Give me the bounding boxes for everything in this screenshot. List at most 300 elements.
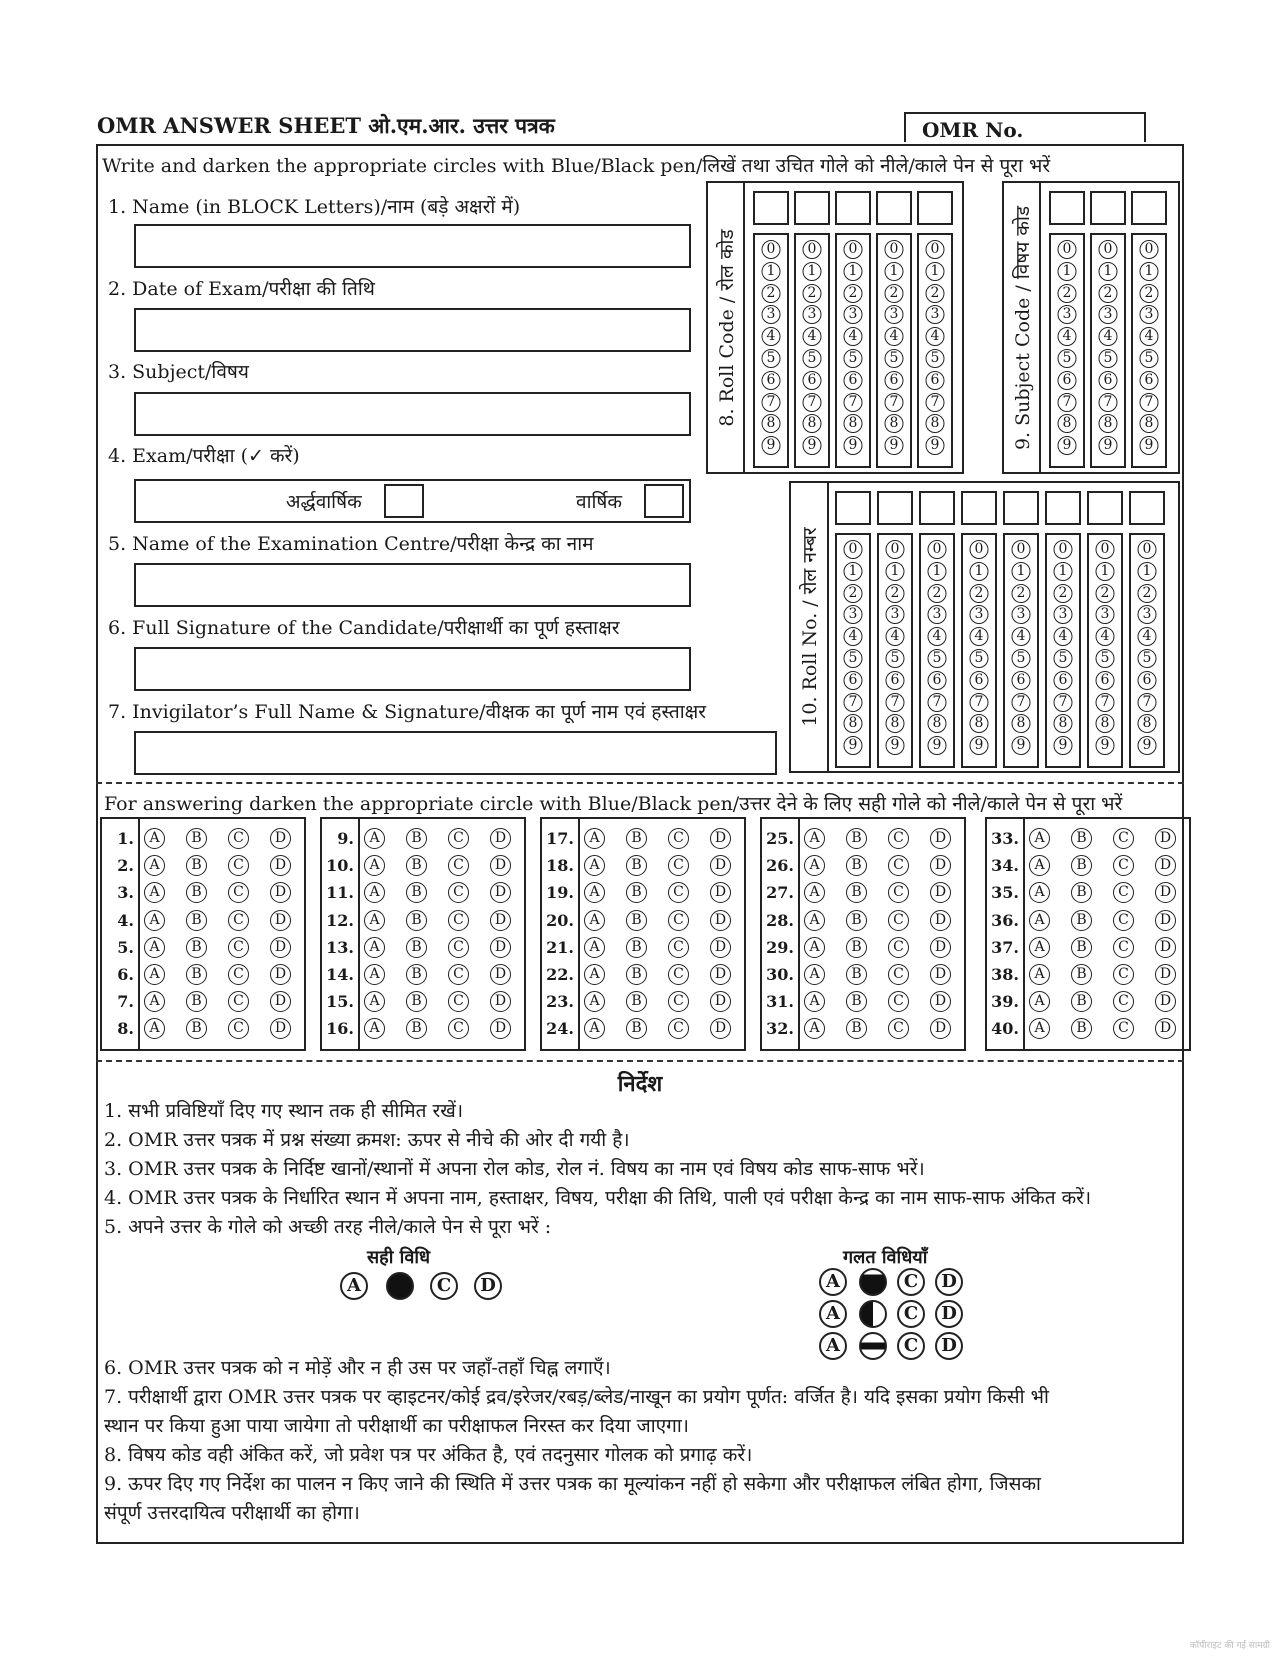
answer-bubble-q3-c[interactable]: C (228, 882, 249, 903)
digit-bubble-8[interactable]: 8 (928, 714, 947, 733)
digit-bubble-8[interactable]: 8 (803, 414, 822, 433)
answer-bubble-q29-b[interactable]: B (846, 937, 867, 958)
answer-bubble-q36-a[interactable]: A (1029, 910, 1050, 931)
digit-bubble-8[interactable]: 8 (1058, 414, 1077, 433)
digit-bubble-1[interactable]: 1 (886, 562, 905, 581)
answer-bubble-q30-a[interactable]: A (804, 964, 825, 985)
answer-bubble-q40-d[interactable]: D (1155, 1018, 1176, 1039)
code-digit-input[interactable] (919, 491, 955, 525)
answer-bubble-q36-d[interactable]: D (1155, 910, 1176, 931)
digit-bubble-0[interactable]: 0 (1099, 240, 1118, 259)
answer-bubble-q11-b[interactable]: B (406, 882, 427, 903)
digit-bubble-2[interactable]: 2 (803, 284, 822, 303)
answer-bubble-q27-c[interactable]: C (888, 882, 909, 903)
answer-bubble-q29-d[interactable]: D (930, 937, 951, 958)
answer-bubble-q3-d[interactable]: D (270, 882, 291, 903)
digit-bubble-8[interactable]: 8 (926, 414, 945, 433)
digit-bubble-6[interactable]: 6 (1054, 671, 1073, 690)
digit-bubble-9[interactable]: 9 (762, 436, 781, 455)
digit-bubble-1[interactable]: 1 (1138, 562, 1157, 581)
digit-bubble-7[interactable]: 7 (1012, 693, 1031, 712)
digit-bubble-7[interactable]: 7 (885, 393, 904, 412)
digit-bubble-2[interactable]: 2 (1096, 584, 1115, 603)
digit-bubble-5[interactable]: 5 (803, 349, 822, 368)
digit-bubble-5[interactable]: 5 (886, 649, 905, 668)
digit-bubble-6[interactable]: 6 (1099, 371, 1118, 390)
digit-bubble-9[interactable]: 9 (886, 736, 905, 755)
digit-bubble-3[interactable]: 3 (762, 305, 781, 324)
digit-bubble-8[interactable]: 8 (762, 414, 781, 433)
digit-bubble-3[interactable]: 3 (803, 305, 822, 324)
digit-bubble-2[interactable]: 2 (844, 584, 863, 603)
answer-bubble-q14-a[interactable]: A (364, 964, 385, 985)
answer-bubble-q33-a[interactable]: A (1029, 828, 1050, 849)
digit-bubble-0[interactable]: 0 (928, 540, 947, 559)
digit-bubble-6[interactable]: 6 (1138, 671, 1157, 690)
answer-bubble-q7-b[interactable]: B (186, 991, 207, 1012)
digit-bubble-9[interactable]: 9 (970, 736, 989, 755)
digit-bubble-4[interactable]: 4 (886, 627, 905, 646)
date-input[interactable] (134, 308, 691, 352)
answer-bubble-q5-a[interactable]: A (144, 937, 165, 958)
digit-bubble-0[interactable]: 0 (1140, 240, 1159, 259)
answer-bubble-q15-a[interactable]: A (364, 991, 385, 1012)
digit-bubble-2[interactable]: 2 (1138, 584, 1157, 603)
answer-bubble-q28-d[interactable]: D (930, 910, 951, 931)
answer-bubble-q22-b[interactable]: B (626, 964, 647, 985)
answer-bubble-q6-c[interactable]: C (228, 964, 249, 985)
answer-bubble-q13-a[interactable]: A (364, 937, 385, 958)
code-digit-input[interactable] (1087, 491, 1123, 525)
digit-bubble-6[interactable]: 6 (1140, 371, 1159, 390)
digit-bubble-1[interactable]: 1 (1099, 262, 1118, 281)
answer-bubble-q17-b[interactable]: B (626, 828, 647, 849)
answer-bubble-q19-a[interactable]: A (584, 882, 605, 903)
digit-bubble-7[interactable]: 7 (762, 393, 781, 412)
digit-bubble-2[interactable]: 2 (1012, 584, 1031, 603)
answer-bubble-q35-a[interactable]: A (1029, 882, 1050, 903)
digit-bubble-4[interactable]: 4 (970, 627, 989, 646)
digit-bubble-1[interactable]: 1 (926, 262, 945, 281)
answer-bubble-q9-b[interactable]: B (406, 828, 427, 849)
digit-bubble-6[interactable]: 6 (926, 371, 945, 390)
digit-bubble-4[interactable]: 4 (885, 327, 904, 346)
answer-bubble-q25-a[interactable]: A (804, 828, 825, 849)
answer-bubble-q13-d[interactable]: D (490, 937, 511, 958)
signature-input[interactable] (134, 647, 691, 691)
answer-bubble-q2-c[interactable]: C (228, 855, 249, 876)
answer-bubble-q30-d[interactable]: D (930, 964, 951, 985)
answer-bubble-q5-d[interactable]: D (270, 937, 291, 958)
name-input[interactable] (134, 224, 691, 268)
code-digit-input[interactable] (1090, 191, 1126, 225)
digit-bubble-0[interactable]: 0 (970, 540, 989, 559)
digit-bubble-3[interactable]: 3 (1058, 305, 1077, 324)
digit-bubble-5[interactable]: 5 (926, 349, 945, 368)
answer-bubble-q30-b[interactable]: B (846, 964, 867, 985)
answer-bubble-q32-b[interactable]: B (846, 1018, 867, 1039)
answer-bubble-q25-c[interactable]: C (888, 828, 909, 849)
answer-bubble-q31-d[interactable]: D (930, 991, 951, 1012)
digit-bubble-3[interactable]: 3 (1096, 605, 1115, 624)
answer-bubble-q40-a[interactable]: A (1029, 1018, 1050, 1039)
answer-bubble-q36-c[interactable]: C (1113, 910, 1134, 931)
digit-bubble-4[interactable]: 4 (928, 627, 947, 646)
digit-bubble-7[interactable]: 7 (1138, 693, 1157, 712)
answer-bubble-q35-d[interactable]: D (1155, 882, 1176, 903)
answer-bubble-q2-a[interactable]: A (144, 855, 165, 876)
answer-bubble-q23-c[interactable]: C (668, 991, 689, 1012)
digit-bubble-1[interactable]: 1 (1054, 562, 1073, 581)
answer-bubble-q16-d[interactable]: D (490, 1018, 511, 1039)
answer-bubble-q33-b[interactable]: B (1071, 828, 1092, 849)
answer-bubble-q4-c[interactable]: C (228, 910, 249, 931)
answer-bubble-q19-c[interactable]: C (668, 882, 689, 903)
answer-bubble-q24-b[interactable]: B (626, 1018, 647, 1039)
digit-bubble-4[interactable]: 4 (803, 327, 822, 346)
answer-bubble-q5-c[interactable]: C (228, 937, 249, 958)
digit-bubble-8[interactable]: 8 (885, 414, 904, 433)
answer-bubble-q39-d[interactable]: D (1155, 991, 1176, 1012)
digit-bubble-3[interactable]: 3 (970, 605, 989, 624)
answer-bubble-q13-b[interactable]: B (406, 937, 427, 958)
code-digit-input[interactable] (877, 491, 913, 525)
digit-bubble-7[interactable]: 7 (1058, 393, 1077, 412)
digit-bubble-8[interactable]: 8 (844, 414, 863, 433)
digit-bubble-9[interactable]: 9 (1099, 436, 1118, 455)
code-digit-input[interactable] (835, 191, 871, 225)
answer-bubble-q15-d[interactable]: D (490, 991, 511, 1012)
answer-bubble-q32-a[interactable]: A (804, 1018, 825, 1039)
answer-bubble-q14-c[interactable]: C (448, 964, 469, 985)
digit-bubble-4[interactable]: 4 (1058, 327, 1077, 346)
digit-bubble-0[interactable]: 0 (1138, 540, 1157, 559)
digit-bubble-4[interactable]: 4 (926, 327, 945, 346)
answer-bubble-q14-d[interactable]: D (490, 964, 511, 985)
answer-bubble-q24-a[interactable]: A (584, 1018, 605, 1039)
digit-bubble-4[interactable]: 4 (1054, 627, 1073, 646)
digit-bubble-2[interactable]: 2 (970, 584, 989, 603)
digit-bubble-5[interactable]: 5 (1099, 349, 1118, 368)
answer-bubble-q29-c[interactable]: C (888, 937, 909, 958)
digit-bubble-5[interactable]: 5 (928, 649, 947, 668)
answer-bubble-q3-b[interactable]: B (186, 882, 207, 903)
code-digit-input[interactable] (961, 491, 997, 525)
digit-bubble-0[interactable]: 0 (1096, 540, 1115, 559)
digit-bubble-1[interactable]: 1 (1096, 562, 1115, 581)
answer-bubble-q34-c[interactable]: C (1113, 855, 1134, 876)
answer-bubble-q12-c[interactable]: C (448, 910, 469, 931)
digit-bubble-3[interactable]: 3 (844, 605, 863, 624)
code-digit-input[interactable] (876, 191, 912, 225)
answer-bubble-q10-a[interactable]: A (364, 855, 385, 876)
answer-bubble-q21-d[interactable]: D (710, 937, 731, 958)
answer-bubble-q33-c[interactable]: C (1113, 828, 1134, 849)
answer-bubble-q4-d[interactable]: D (270, 910, 291, 931)
answer-bubble-q17-d[interactable]: D (710, 828, 731, 849)
digit-bubble-0[interactable]: 0 (1054, 540, 1073, 559)
digit-bubble-2[interactable]: 2 (1140, 284, 1159, 303)
digit-bubble-6[interactable]: 6 (885, 371, 904, 390)
answer-bubble-q16-c[interactable]: C (448, 1018, 469, 1039)
digit-bubble-4[interactable]: 4 (844, 327, 863, 346)
answer-bubble-q33-d[interactable]: D (1155, 828, 1176, 849)
digit-bubble-9[interactable]: 9 (803, 436, 822, 455)
digit-bubble-3[interactable]: 3 (928, 605, 947, 624)
answer-bubble-q11-d[interactable]: D (490, 882, 511, 903)
answer-bubble-q2-d[interactable]: D (270, 855, 291, 876)
digit-bubble-8[interactable]: 8 (1012, 714, 1031, 733)
digit-bubble-0[interactable]: 0 (844, 540, 863, 559)
digit-bubble-8[interactable]: 8 (1138, 714, 1157, 733)
digit-bubble-7[interactable]: 7 (803, 393, 822, 412)
digit-bubble-9[interactable]: 9 (1140, 436, 1159, 455)
centre-input[interactable] (134, 563, 691, 607)
invigilator-input[interactable] (134, 731, 777, 775)
answer-bubble-q16-b[interactable]: B (406, 1018, 427, 1039)
answer-bubble-q15-c[interactable]: C (448, 991, 469, 1012)
digit-bubble-1[interactable]: 1 (970, 562, 989, 581)
digit-bubble-1[interactable]: 1 (928, 562, 947, 581)
answer-bubble-q18-a[interactable]: A (584, 855, 605, 876)
answer-bubble-q17-c[interactable]: C (668, 828, 689, 849)
digit-bubble-2[interactable]: 2 (1054, 584, 1073, 603)
answer-bubble-q37-d[interactable]: D (1155, 937, 1176, 958)
answer-bubble-q4-b[interactable]: B (186, 910, 207, 931)
digit-bubble-8[interactable]: 8 (1096, 714, 1115, 733)
answer-bubble-q21-a[interactable]: A (584, 937, 605, 958)
digit-bubble-3[interactable]: 3 (844, 305, 863, 324)
answer-bubble-q27-d[interactable]: D (930, 882, 951, 903)
digit-bubble-3[interactable]: 3 (886, 605, 905, 624)
answer-bubble-q40-b[interactable]: B (1071, 1018, 1092, 1039)
digit-bubble-1[interactable]: 1 (1012, 562, 1031, 581)
answer-bubble-q23-a[interactable]: A (584, 991, 605, 1012)
exam-option-annual-checkbox[interactable] (644, 484, 684, 518)
digit-bubble-7[interactable]: 7 (886, 693, 905, 712)
digit-bubble-6[interactable]: 6 (886, 671, 905, 690)
code-digit-input[interactable] (753, 191, 789, 225)
digit-bubble-6[interactable]: 6 (1096, 671, 1115, 690)
answer-bubble-q35-b[interactable]: B (1071, 882, 1092, 903)
answer-bubble-q34-b[interactable]: B (1071, 855, 1092, 876)
digit-bubble-4[interactable]: 4 (1140, 327, 1159, 346)
answer-bubble-q19-b[interactable]: B (626, 882, 647, 903)
answer-bubble-q1-d[interactable]: D (270, 828, 291, 849)
digit-bubble-5[interactable]: 5 (1058, 349, 1077, 368)
digit-bubble-1[interactable]: 1 (844, 262, 863, 281)
answer-bubble-q11-c[interactable]: C (448, 882, 469, 903)
answer-bubble-q30-c[interactable]: C (888, 964, 909, 985)
answer-bubble-q8-d[interactable]: D (270, 1018, 291, 1039)
digit-bubble-3[interactable]: 3 (1099, 305, 1118, 324)
digit-bubble-2[interactable]: 2 (928, 584, 947, 603)
digit-bubble-3[interactable]: 3 (1054, 605, 1073, 624)
digit-bubble-0[interactable]: 0 (926, 240, 945, 259)
answer-bubble-q12-a[interactable]: A (364, 910, 385, 931)
answer-bubble-q9-c[interactable]: C (448, 828, 469, 849)
answer-bubble-q37-a[interactable]: A (1029, 937, 1050, 958)
digit-bubble-5[interactable]: 5 (1054, 649, 1073, 668)
digit-bubble-9[interactable]: 9 (1096, 736, 1115, 755)
digit-bubble-4[interactable]: 4 (1096, 627, 1115, 646)
digit-bubble-6[interactable]: 6 (844, 671, 863, 690)
answer-bubble-q40-c[interactable]: C (1113, 1018, 1134, 1039)
answer-bubble-q35-c[interactable]: C (1113, 882, 1134, 903)
answer-bubble-q28-b[interactable]: B (846, 910, 867, 931)
answer-bubble-q31-c[interactable]: C (888, 991, 909, 1012)
answer-bubble-q18-c[interactable]: C (668, 855, 689, 876)
digit-bubble-4[interactable]: 4 (1012, 627, 1031, 646)
answer-bubble-q28-c[interactable]: C (888, 910, 909, 931)
answer-bubble-q23-d[interactable]: D (710, 991, 731, 1012)
digit-bubble-7[interactable]: 7 (1099, 393, 1118, 412)
answer-bubble-q6-d[interactable]: D (270, 964, 291, 985)
digit-bubble-2[interactable]: 2 (1099, 284, 1118, 303)
digit-bubble-8[interactable]: 8 (1054, 714, 1073, 733)
digit-bubble-0[interactable]: 0 (803, 240, 822, 259)
answer-bubble-q11-a[interactable]: A (364, 882, 385, 903)
digit-bubble-1[interactable]: 1 (1058, 262, 1077, 281)
answer-bubble-q38-d[interactable]: D (1155, 964, 1176, 985)
answer-bubble-q37-c[interactable]: C (1113, 937, 1134, 958)
code-digit-input[interactable] (1045, 491, 1081, 525)
digit-bubble-8[interactable]: 8 (886, 714, 905, 733)
digit-bubble-6[interactable]: 6 (970, 671, 989, 690)
answer-bubble-q2-b[interactable]: B (186, 855, 207, 876)
digit-bubble-6[interactable]: 6 (803, 371, 822, 390)
answer-bubble-q26-b[interactable]: B (846, 855, 867, 876)
answer-bubble-q6-a[interactable]: A (144, 964, 165, 985)
answer-bubble-q22-c[interactable]: C (668, 964, 689, 985)
digit-bubble-1[interactable]: 1 (885, 262, 904, 281)
digit-bubble-2[interactable]: 2 (886, 584, 905, 603)
digit-bubble-0[interactable]: 0 (885, 240, 904, 259)
answer-bubble-q6-b[interactable]: B (186, 964, 207, 985)
answer-bubble-q38-c[interactable]: C (1113, 964, 1134, 985)
answer-bubble-q23-b[interactable]: B (626, 991, 647, 1012)
answer-bubble-q4-a[interactable]: A (144, 910, 165, 931)
answer-bubble-q7-c[interactable]: C (228, 991, 249, 1012)
digit-bubble-4[interactable]: 4 (1138, 627, 1157, 646)
digit-bubble-1[interactable]: 1 (762, 262, 781, 281)
answer-bubble-q13-c[interactable]: C (448, 937, 469, 958)
answer-bubble-q25-d[interactable]: D (930, 828, 951, 849)
answer-bubble-q14-b[interactable]: B (406, 964, 427, 985)
answer-bubble-q24-d[interactable]: D (710, 1018, 731, 1039)
answer-bubble-q21-b[interactable]: B (626, 937, 647, 958)
subject-input[interactable] (134, 392, 691, 436)
digit-bubble-9[interactable]: 9 (844, 736, 863, 755)
code-digit-input[interactable] (917, 191, 953, 225)
digit-bubble-7[interactable]: 7 (1096, 693, 1115, 712)
digit-bubble-7[interactable]: 7 (928, 693, 947, 712)
answer-bubble-q38-b[interactable]: B (1071, 964, 1092, 985)
digit-bubble-7[interactable]: 7 (1054, 693, 1073, 712)
digit-bubble-9[interactable]: 9 (885, 436, 904, 455)
digit-bubble-1[interactable]: 1 (844, 562, 863, 581)
digit-bubble-8[interactable]: 8 (970, 714, 989, 733)
answer-bubble-q17-a[interactable]: A (584, 828, 605, 849)
answer-bubble-q20-b[interactable]: B (626, 910, 647, 931)
digit-bubble-9[interactable]: 9 (928, 736, 947, 755)
code-digit-input[interactable] (794, 191, 830, 225)
digit-bubble-3[interactable]: 3 (1012, 605, 1031, 624)
digit-bubble-5[interactable]: 5 (1138, 649, 1157, 668)
answer-bubble-q16-a[interactable]: A (364, 1018, 385, 1039)
omr-number-field[interactable] (904, 112, 1146, 142)
digit-bubble-7[interactable]: 7 (844, 693, 863, 712)
answer-bubble-q1-b[interactable]: B (186, 828, 207, 849)
answer-bubble-q25-b[interactable]: B (846, 828, 867, 849)
answer-bubble-q10-b[interactable]: B (406, 855, 427, 876)
answer-bubble-q27-a[interactable]: A (804, 882, 825, 903)
digit-bubble-6[interactable]: 6 (844, 371, 863, 390)
digit-bubble-9[interactable]: 9 (1138, 736, 1157, 755)
answer-bubble-q18-d[interactable]: D (710, 855, 731, 876)
answer-bubble-q29-a[interactable]: A (804, 937, 825, 958)
digit-bubble-5[interactable]: 5 (1096, 649, 1115, 668)
digit-bubble-2[interactable]: 2 (885, 284, 904, 303)
answer-bubble-q39-a[interactable]: A (1029, 991, 1050, 1012)
answer-bubble-q34-a[interactable]: A (1029, 855, 1050, 876)
answer-bubble-q9-a[interactable]: A (364, 828, 385, 849)
code-digit-input[interactable] (1049, 191, 1085, 225)
exam-option-half-yearly-checkbox[interactable] (384, 484, 424, 518)
digit-bubble-7[interactable]: 7 (926, 393, 945, 412)
answer-bubble-q22-a[interactable]: A (584, 964, 605, 985)
digit-bubble-0[interactable]: 0 (844, 240, 863, 259)
code-digit-input[interactable] (835, 491, 871, 525)
answer-bubble-q12-d[interactable]: D (490, 910, 511, 931)
digit-bubble-3[interactable]: 3 (926, 305, 945, 324)
answer-bubble-q21-c[interactable]: C (668, 937, 689, 958)
digit-bubble-2[interactable]: 2 (762, 284, 781, 303)
digit-bubble-4[interactable]: 4 (762, 327, 781, 346)
digit-bubble-6[interactable]: 6 (762, 371, 781, 390)
digit-bubble-2[interactable]: 2 (844, 284, 863, 303)
answer-bubble-q28-a[interactable]: A (804, 910, 825, 931)
answer-bubble-q10-c[interactable]: C (448, 855, 469, 876)
digit-bubble-0[interactable]: 0 (886, 540, 905, 559)
answer-bubble-q26-d[interactable]: D (930, 855, 951, 876)
answer-bubble-q9-d[interactable]: D (490, 828, 511, 849)
answer-bubble-q8-b[interactable]: B (186, 1018, 207, 1039)
answer-bubble-q15-b[interactable]: B (406, 991, 427, 1012)
answer-bubble-q36-b[interactable]: B (1071, 910, 1092, 931)
answer-bubble-q7-d[interactable]: D (270, 991, 291, 1012)
digit-bubble-6[interactable]: 6 (1058, 371, 1077, 390)
digit-bubble-5[interactable]: 5 (762, 349, 781, 368)
digit-bubble-5[interactable]: 5 (1012, 649, 1031, 668)
digit-bubble-7[interactable]: 7 (844, 393, 863, 412)
digit-bubble-5[interactable]: 5 (1140, 349, 1159, 368)
digit-bubble-8[interactable]: 8 (1140, 414, 1159, 433)
answer-bubble-q20-c[interactable]: C (668, 910, 689, 931)
answer-bubble-q5-b[interactable]: B (186, 937, 207, 958)
digit-bubble-6[interactable]: 6 (1012, 671, 1031, 690)
digit-bubble-2[interactable]: 2 (926, 284, 945, 303)
answer-bubble-q3-a[interactable]: A (144, 882, 165, 903)
code-digit-input[interactable] (1003, 491, 1039, 525)
digit-bubble-9[interactable]: 9 (926, 436, 945, 455)
digit-bubble-5[interactable]: 5 (885, 349, 904, 368)
answer-bubble-q20-d[interactable]: D (710, 910, 731, 931)
answer-bubble-q7-a[interactable]: A (144, 991, 165, 1012)
answer-bubble-q26-a[interactable]: A (804, 855, 825, 876)
answer-bubble-q24-c[interactable]: C (668, 1018, 689, 1039)
digit-bubble-3[interactable]: 3 (1138, 605, 1157, 624)
